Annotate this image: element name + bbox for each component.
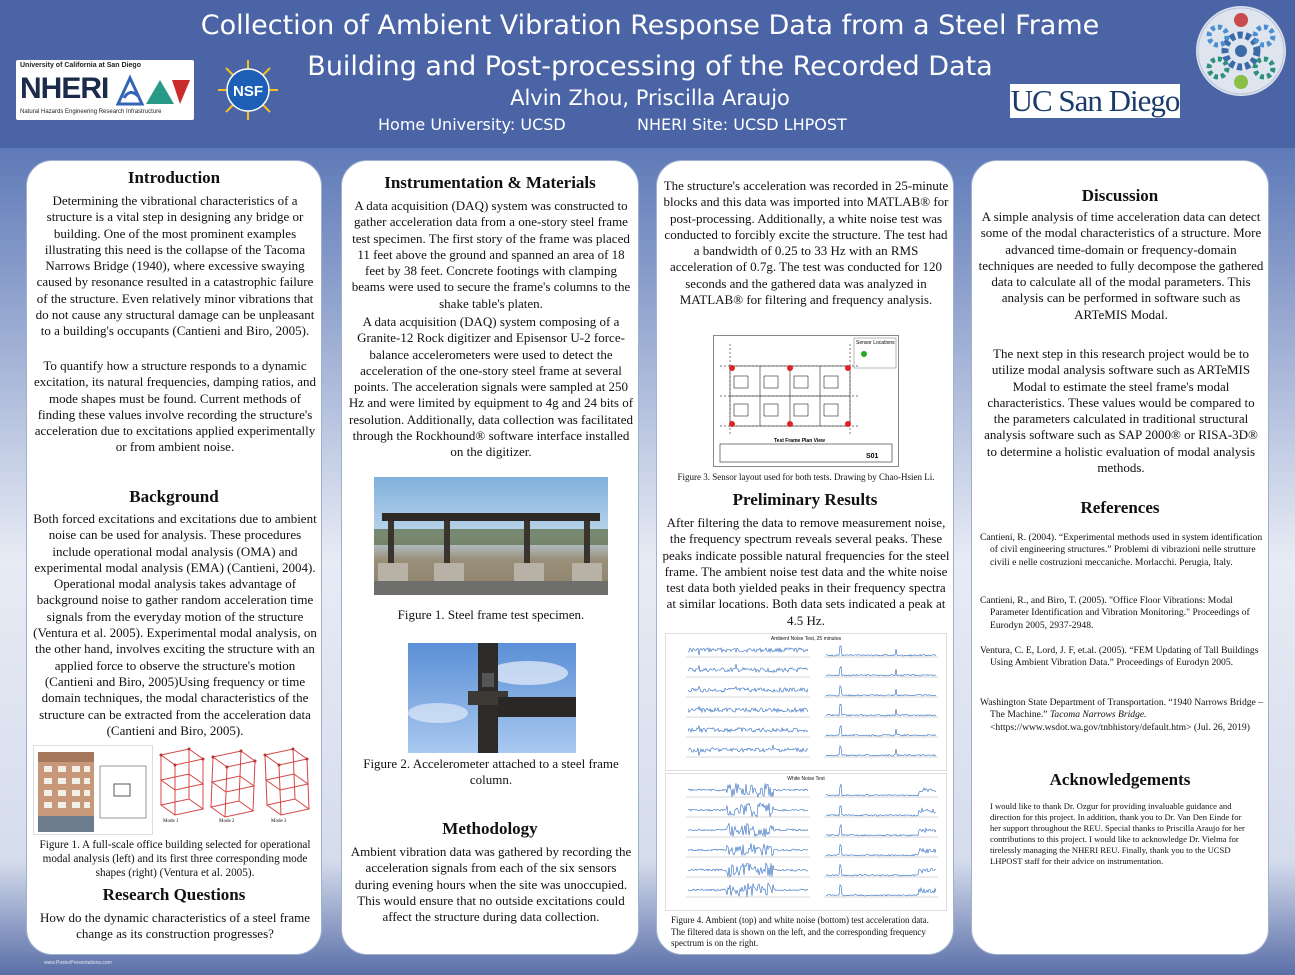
steel-frame-photo [374,477,608,595]
frequency-spectrum-trace [826,784,936,796]
frequency-spectrum-trace [826,686,936,696]
reference-4-url: <https://www.wsdot.wa.gov/tnbhistory/default.htm> (Jul. 26, 2019) [990,721,1250,733]
figure-2-caption: Figure 2. Accelerometer attached to a steel frame column. [363,756,619,787]
time-history-trace [688,648,808,655]
procedure-paragraph: The structure's acceleration was recorded in 25-minute blocks and this data was imported into MATLAB® for post-processing. Additionally, a white noise test was conducted to forcibly excite the structure. The test had a bandwidth of 0.25 to 33 Hz with an RMS acceleration of 0.7g. The test was conducted for 120 seconds and the gathered data was analyzed in MATLAB® for filtering and frequency analysis. [663,178,949,308]
time-history-trace [688,863,808,877]
logo-nheri-text: NHERI [20,72,109,105]
nheri-mark-icon [116,74,192,108]
time-history-trace [688,783,808,797]
time-history-trace [688,803,808,817]
time-history-trace [688,726,808,733]
ucsd-logo: UC San Diego [1010,83,1180,118]
introduction-paragraph-2: To quantify how a structure responds to a dynamic excitation, its natural frequencies, damping ratios, and mode shapes must be found. Current methods of finding these values involve recording the structure's acceleration due to excitations applied experimentally or from ambient noise. [34,358,316,455]
results-heading: Preliminary Results [732,490,878,509]
panel-results-column [656,160,954,955]
home-university: Home University: UCSD [378,115,566,134]
background-paragraph: Both forced excitations and excitations due to ambient noise can be used for analysis. These procedures include operational modal analysis (OMA) and experimental modal analysis (EMA) (Cantieni, 2004). Operational modal analysis takes advantage of background noise to gather random acceleration time signals from the everyday motion of the structure (Ventura et al. 2005). Experimental modal analysis, on the other hand, involves exciting the structure with an applied force to observe the structure's motion (Cantieni and Biro, 2005)Using frequency or time domain techniques, the modal characteristics of the structure can be extracted from the acceleration data (Cantieni and Biro, 2005). [33,511,317,738]
introduction-heading: Introduction [127,168,221,187]
logo-uc-text: University of California at San Diego [20,62,141,69]
reference-4-italic: Tacoma Narrows Bridge. [1049,709,1147,721]
figure-3-caption: Figure 3. Sensor layout used for both tests. Drawing by Chao-Hsien Li. [677,472,935,482]
time-history-trace [688,686,808,692]
accelerometer-photo [408,643,576,753]
instrumentation-paragraph-2: A data acquisition (DAQ) system composing of a Granite-12 Rock digitizer and Episensor U-2 force-balance accelerometers were used to detect the acceleration of the one-story steel frame at several points. The acceleration signals were sampled at 250 Hz and were limited by equipment to 4g and 24 bits of resolution. Additionally, data collection was facilitated through the Rockhound® software interface installed on the digitizer. [348,314,634,460]
white-noise-plot-title: White Noise Test [787,776,825,782]
nsf-logo-text: NSF [233,83,263,100]
frequency-spectrum-trace [826,726,936,736]
logo-nheri-subtitle: Natural Hazards Engineering Research Infrastructure [20,109,162,115]
frequency-spectrum-trace [826,646,936,656]
frequency-spectrum-trace [826,704,936,716]
reference-4-text: Washington State Department of Transportation. “1940 Narrows Bridge – The Machine.” [980,697,1263,721]
time-history-trace [688,707,808,713]
discussion-heading: Discussion [1081,186,1159,205]
frequency-spectrum-trace [826,845,936,856]
instrumentation-heading: Instrumentation & Materials [384,173,596,192]
mode-1-label: Mode 1 [163,819,179,824]
methodology-paragraph: Ambient vibration data was gathered by recording the acceleration signals from each of the six sensors during evening hours when the site was unoccupied. This would ensure that no outside excitations could affect the structure during data collection. [350,844,632,925]
sensor-layout-drawing [713,335,899,467]
introduction-paragraph-1: Determining the vibrational characteristics of a structure is a vital step in designing any bridge or building. One of the most prominent examples illustrating this need is the collapse of the Tacoma Narrows Bridge (1940), where excessive swaying caused by resonance resulted in a catastrophic failure of the structure. Even relatively minor vibrations that do not cause any structural damage can be unpleasant to a building's occupants (Cantieni and Biro, 2005). [35,193,315,339]
time-history-trace [688,843,808,855]
office-building-photo [33,745,153,835]
time-history-trace [688,823,808,837]
frequency-spectrum-trace [826,806,936,816]
reference-4 [980,697,1269,734]
discussion-paragraph-1: A simple analysis of time acceleration data can detect some of the modal characteristics of a structure. More advanced time-domain or frequency-domain techniques are needed to fully decompose the gathered data to calculate all of the modal parameters. This analysis can be performed in software such as ARTeMIS Modal. [978,209,1264,322]
figure-1-office-caption: Figure 1. A full-scale office building selected for operational modal analysis (left) and its first three corresponding mode shapes (right) (Ventura et al. 2005). [39,839,311,879]
research-questions-paragraph: How do the dynamic characteristics of a steel frame change as its construction progresses? [40,910,310,942]
ambient-plot-title: Ambient Noise Test, 25 minutes [770,636,842,642]
poster-authors: Alvin Zhou, Priscilla Araujo [510,86,790,110]
results-paragraph: After filtering the data to remove measurement noise, the frequency spectrum reveals several peaks. These peaks indicate possible natural frequencies for the steel frame. The ambient noise test data and the white noise test data both yielded peaks in their frequency spectra at similar locations. Both data sets indicated a peak at 4.5 Hz. [662,515,950,628]
sensor-legend-title: Sensor Locations [856,340,895,346]
acknowledgements-heading: Acknowledgements [1049,770,1191,789]
mode-3-label: Mode 3 [271,819,287,824]
reference-3: Ventura, C. E, Lord, J. F, et.al. (2005). “FEM Updating of Tall Buildings Using Ambient Vibration Data.” Proceedings of Eurodyn 2005. [980,645,1259,669]
sheet-number: S01 [866,453,879,460]
panel-instrumentation-column [341,160,639,955]
frequency-spectrum-trace [826,746,936,756]
footer-site: www.PosterPresentations.com [44,960,112,966]
time-history-trace [688,883,808,897]
reference-2: Cantieni, R., and Biro, T. (2005). "Office Floor Vibrations: Modal Parameter Identification and Vibration Monitoring." Proceedings of Eurodyn 2005, 2937-2948. [980,595,1250,631]
time-history-trace [688,664,808,672]
nheri-logo [16,60,194,120]
gears-logo-icon [1196,6,1286,96]
panel-discussion-column [971,160,1269,955]
methodology-heading: Methodology [442,819,538,838]
background-heading: Background [129,487,219,506]
reference-1: Cantieni, R. (2004). “Experimental methods used in system identification of civil engineering structures.” Problemi di vibrazioni nelle strutture civili e nelle costruzioni meccaniche. Morlacchi. Perugia, Italy. [980,532,1263,568]
plan-view-title: Test Frame Plan View [774,438,825,444]
poster-title-line2: Building and Post-processing of the Recorded Data [307,51,993,82]
frequency-spectrum-trace [826,825,936,836]
references-heading: References [1080,498,1160,517]
figure-4-caption: Figure 4. Ambient (top) and white noise (bottom) test acceleration data. The filtered data is shown on the left, and the corresponding frequency spectrum is on the right. [671,915,929,948]
acknowledgements-paragraph: I would like to thank Dr. Ozgur for providing invaluable guidance and direction for this project. In addition, thank you to Dr. Van Den Einde for her support throughout the REU. Special thanks to Priscilla Araujo for her contributions to this project. I would like to acknowledge Dr. Vielma for tirelessly managing the NHERI REU. Finally, thank you to the UCSD LHPOST staff for their advice on instrumentation. [990,801,1245,866]
frequency-spectrum-trace [826,864,936,876]
frequency-spectrum-trace [826,667,936,677]
nheri-site: NHERI Site: UCSD LHPOST [637,115,847,134]
poster-title-line1: Collection of Ambient Vibration Response Data from a Steel Frame [200,10,1100,41]
instrumentation-paragraph-1: A data acquisition (DAQ) system was constructed to gather acceleration data from a one-story steel frame test specimen. The first story of the frame was placed 11 feet above the ground and spanned an area of 18 feet by 38 feet. Concrete footings with clamping beams were used to secure the frame's columns to the shake table's platen. [351,198,631,311]
mode-2-label: Mode 2 [219,819,235,824]
time-history-trace [688,745,808,756]
discussion-paragraph-2: The next step in this research project would be to utilize modal analysis software such as ARTeMIS Modal to estimate the steel frame's modal characteristics. These values would be compared to the parameters calculated in traditional structural analysis software such as SAP 2000® or RISA-3D® to determine a holistic evaluation of modal analysis methods. [984,346,1258,476]
ambient-noise-plots [665,633,947,771]
frequency-spectrum-trace [826,885,936,896]
white-noise-plots [665,773,947,911]
figure-1-caption: Figure 1. Steel frame test specimen. [397,607,585,622]
research-questions-heading: Research Questions [102,885,246,904]
panel-introduction-column [26,160,322,955]
mode-shapes-figure [155,745,317,833]
